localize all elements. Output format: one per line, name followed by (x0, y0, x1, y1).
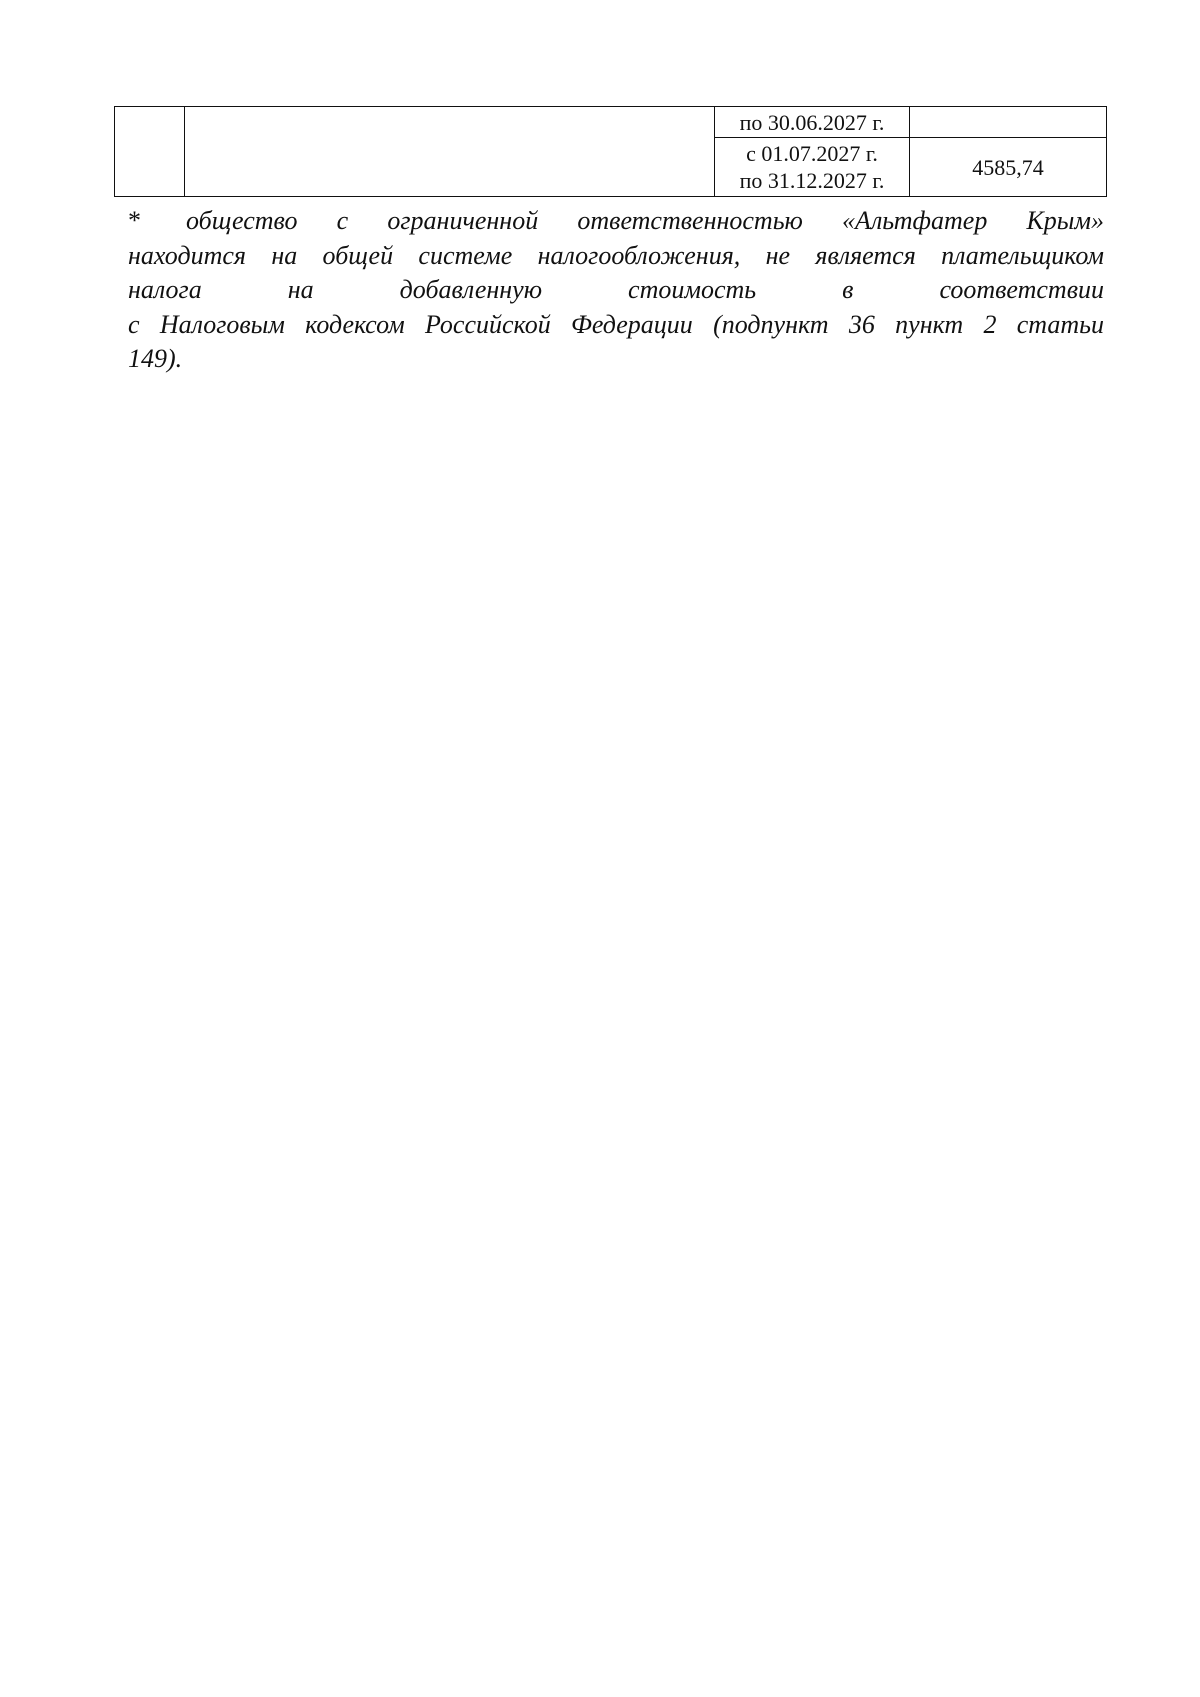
period-end-text: по 31.12.2027 г. (739, 168, 885, 193)
tariff-value-cell: 4585,74 (910, 138, 1107, 197)
footnote-text: общество с ограниченной ответственностью «Альтфатер Крым» (186, 206, 1104, 235)
footnote-line: находится на общей системе налогообложения, не является плательщиком (128, 240, 1104, 270)
row-number-cell (115, 107, 185, 197)
tariff-value-cell (910, 107, 1107, 138)
period-cell (715, 107, 910, 138)
period-end-text: по 30.06.2027 г. (739, 109, 885, 135)
footnote-line: налога на добавленную стоимость в соответствии (128, 275, 1104, 304)
footnote-line: с Налоговым кодексом Российской Федерации (подпункт 36 пункт 2 статьи (128, 309, 1104, 339)
period-start-text: с 01.07.2027 г. (746, 141, 878, 166)
table-row (115, 107, 1107, 138)
footnote (128, 204, 1104, 377)
tariff-table (114, 106, 1107, 197)
footnote-line: 149). (128, 344, 183, 373)
period-cell (715, 138, 910, 197)
service-name-cell (185, 107, 715, 197)
footnote-line (128, 204, 1104, 239)
footnote-marker: * (128, 206, 141, 235)
